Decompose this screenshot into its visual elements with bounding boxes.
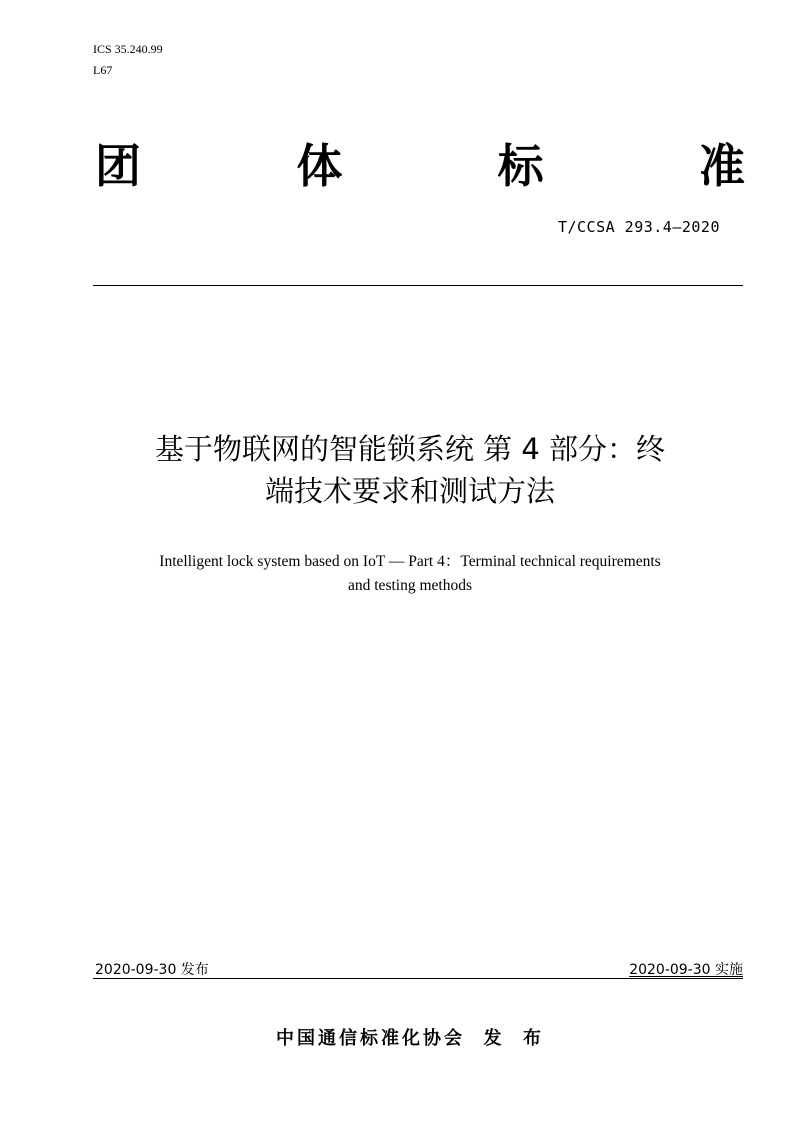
bottom-divider	[93, 978, 743, 979]
standard-type-char: 准	[698, 139, 745, 193]
ics-code: ICS 35.240.99	[93, 42, 163, 56]
implementation-date: 2020-09-30 实施	[629, 962, 743, 978]
standard-type-char: 标	[497, 139, 544, 193]
publisher: 中国通信标准化协会 发 布	[275, 1028, 545, 1049]
ccs-code: L67	[93, 63, 113, 77]
english-title-line: and testing methods	[348, 577, 472, 594]
chinese-title-line: 端技术要求和测试方法	[264, 474, 555, 508]
release-date: 2020-09-30 发布	[95, 962, 209, 978]
standard-number: T/CCSA 293.4—2020	[557, 218, 720, 236]
standard-type-char: 体	[296, 139, 343, 193]
chinese-title	[60, 428, 760, 512]
standard-type-heading	[95, 138, 745, 194]
chinese-title-line: 基于物联网的智能锁系统 第 4 部分：终	[154, 432, 666, 466]
standard-type-char: 团	[95, 139, 141, 193]
english-title	[60, 550, 760, 598]
top-divider	[93, 285, 743, 286]
english-title-line: Intelligent lock system based on IoT — Part 4：Terminal technical requirements	[159, 553, 661, 570]
